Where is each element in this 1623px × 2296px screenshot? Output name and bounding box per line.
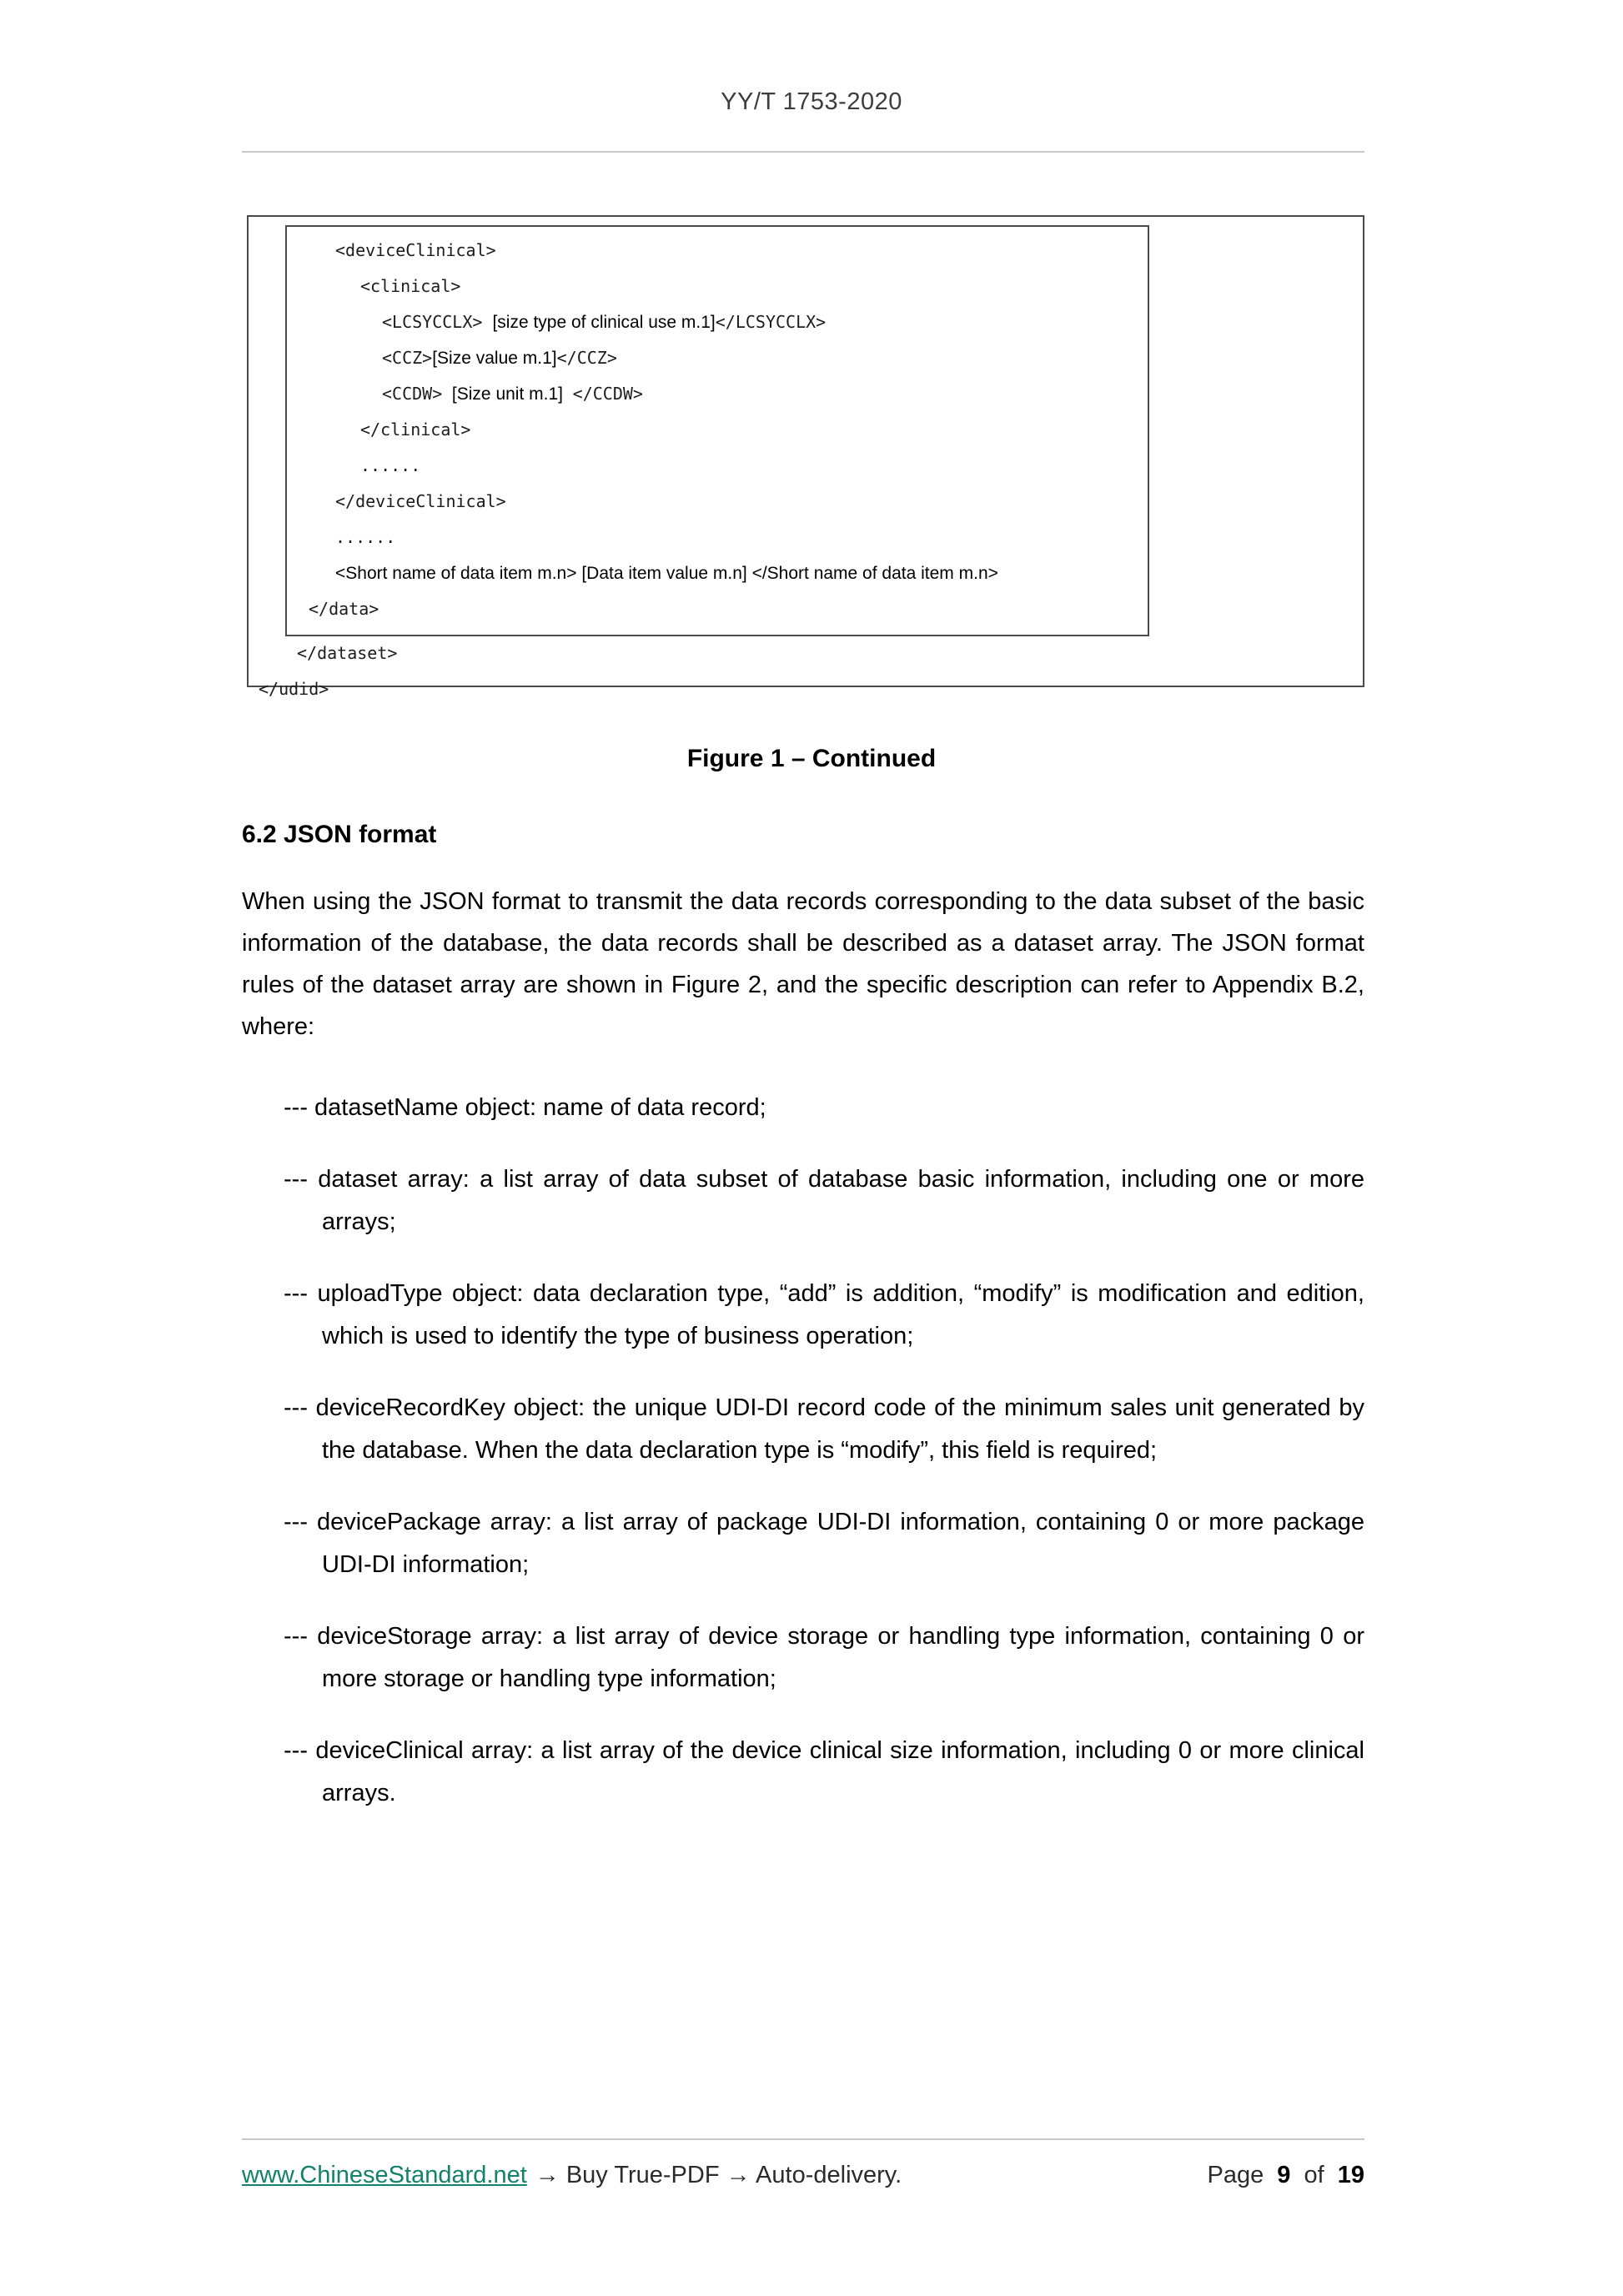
code-line [287, 520, 1148, 556]
code-segment: </LCSYCCLX> [715, 312, 827, 332]
code-line [287, 341, 1148, 377]
code-segment: [size type of clinical use m.1] [492, 313, 716, 332]
code-segment: <CCZ> [382, 348, 433, 368]
code-line [287, 269, 1148, 305]
footer-left [242, 2162, 902, 2189]
code-segment: [Size value m.1] [432, 349, 557, 368]
code-segment: </deviceClinical> [335, 491, 506, 511]
page-number: 9 [1277, 2162, 1291, 2188]
code-segment: ...... [360, 455, 421, 475]
code-line [287, 556, 1148, 592]
footer-divider [242, 2138, 1364, 2140]
page-of-label: of [1304, 2162, 1324, 2188]
code-line [249, 636, 1363, 672]
code-segment: ...... [335, 527, 396, 547]
code-line [287, 413, 1148, 449]
document-header-title: YY/T 1753-2020 [721, 88, 902, 115]
section-heading: 6.2 JSON format [242, 821, 437, 848]
code-segment: <deviceClinical> [335, 240, 496, 260]
figure-code-block [247, 215, 1364, 699]
item-list [242, 1087, 1364, 1844]
footer-site-link[interactable]: www.ChineseStandard.net [242, 2162, 527, 2188]
code-line [287, 449, 1148, 485]
page-total: 19 [1337, 2162, 1364, 2188]
code-segment: </CCDW> [572, 384, 643, 404]
code-line [287, 305, 1148, 341]
list-item: --- uploadType object: data declaration type, “add” is addition, “modify” is modification and edition, which is used to identify the type of business operation; [284, 1280, 1364, 1349]
header-divider [242, 151, 1364, 153]
code-line [287, 592, 1148, 628]
code-segment: [Size unit m.1] [442, 384, 573, 404]
intro-paragraph: When using the JSON format to transmit the data records corresponding to the data subset of the basic information of the database, the data records shall be described as a dataset array. The JSON format rules of the dataset array are shown in Figure 2, and the specific description can refer to Appendix B.2, where: [242, 888, 1364, 1040]
code-segment: </dataset> [297, 643, 398, 663]
page-label: Page [1207, 2162, 1264, 2188]
code-line [249, 672, 1363, 708]
code-segment: <CCDW> [382, 384, 443, 404]
code-segment: <clinical> [360, 276, 461, 296]
code-segment: <Short name of data item m.n> [Data item value m.n] </Short name of data item m.n> [335, 564, 998, 583]
page-indicator [1207, 2162, 1364, 2189]
code-line [287, 377, 1148, 413]
code-segment: </data> [309, 599, 379, 619]
footer-tail-text: → Buy True-PDF → Auto-delivery. [535, 2162, 902, 2188]
list-item: --- datasetName object: name of data record; [284, 1094, 766, 1121]
figure-inner-box [285, 225, 1149, 636]
list-item: --- devicePackage array: a list array of package UDI-DI information, containing 0 or more package UDI-DI information; [284, 1509, 1364, 1578]
code-line [287, 485, 1148, 520]
figure-caption: Figure 1 – Continued [686, 745, 937, 772]
list-item: --- deviceClinical array: a list array of the device clinical size information, including 0 or more clinical arrays. [284, 1737, 1364, 1806]
list-item: --- deviceStorage array: a list array of device storage or handling type information, containing 0 or more storage or handling type information; [284, 1623, 1364, 1692]
code-segment: <LCSYCCLX> [382, 312, 493, 332]
code-segment: </CCZ> [556, 348, 617, 368]
list-item: --- dataset array: a list array of data subset of database basic information, including one or more arrays; [284, 1166, 1364, 1235]
figure-outer-lines [249, 636, 1363, 708]
code-segment: </udid> [259, 679, 329, 699]
code-line [287, 234, 1148, 269]
list-item: --- deviceRecordKey object: the unique UDI-DI record code of the minimum sales unit generated by the database. When the data declaration type is “modify”, this field is required; [284, 1394, 1364, 1464]
code-segment: </clinical> [360, 420, 471, 440]
